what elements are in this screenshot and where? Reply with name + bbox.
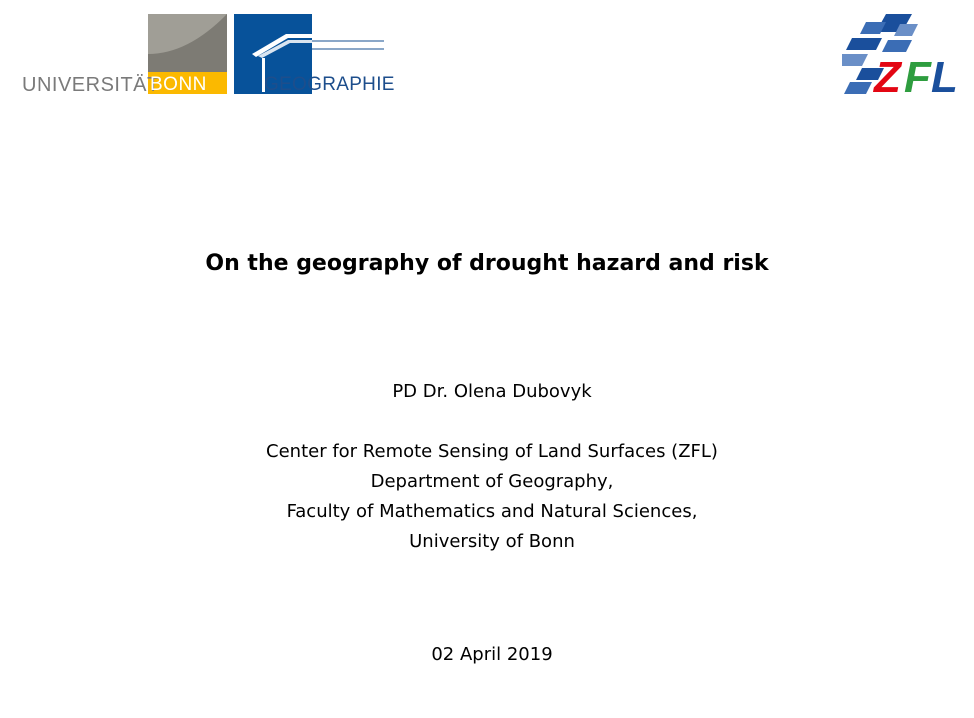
slide-title: On the geography of drought hazard and risk [205,251,769,276]
university-word: UNIVERSITÄT [22,74,160,96]
presenter-name: PD Dr. Olena Dubovyk [392,381,592,402]
affiliation-block [0,437,974,557]
zfl-letter-f: F [904,53,931,98]
presentation-date: 02 April 2019 [431,644,553,665]
zfl-letter-l: L [931,53,958,98]
university-bonn-logo [22,14,395,96]
zfl-letter-z: Z [874,53,901,98]
department-word: GEOGRAPHIE [264,74,395,95]
zfl-logo [842,14,960,98]
affiliation-line: Faculty of Mathematics and Natural Sciences, [286,501,698,522]
university-city: BONN [150,74,207,95]
affiliation-line: Center for Remote Sensing of Land Surfaces (ZFL) [266,441,718,462]
affiliation-line: University of Bonn [409,531,575,552]
affiliation-line: Department of Geography, [370,471,614,492]
